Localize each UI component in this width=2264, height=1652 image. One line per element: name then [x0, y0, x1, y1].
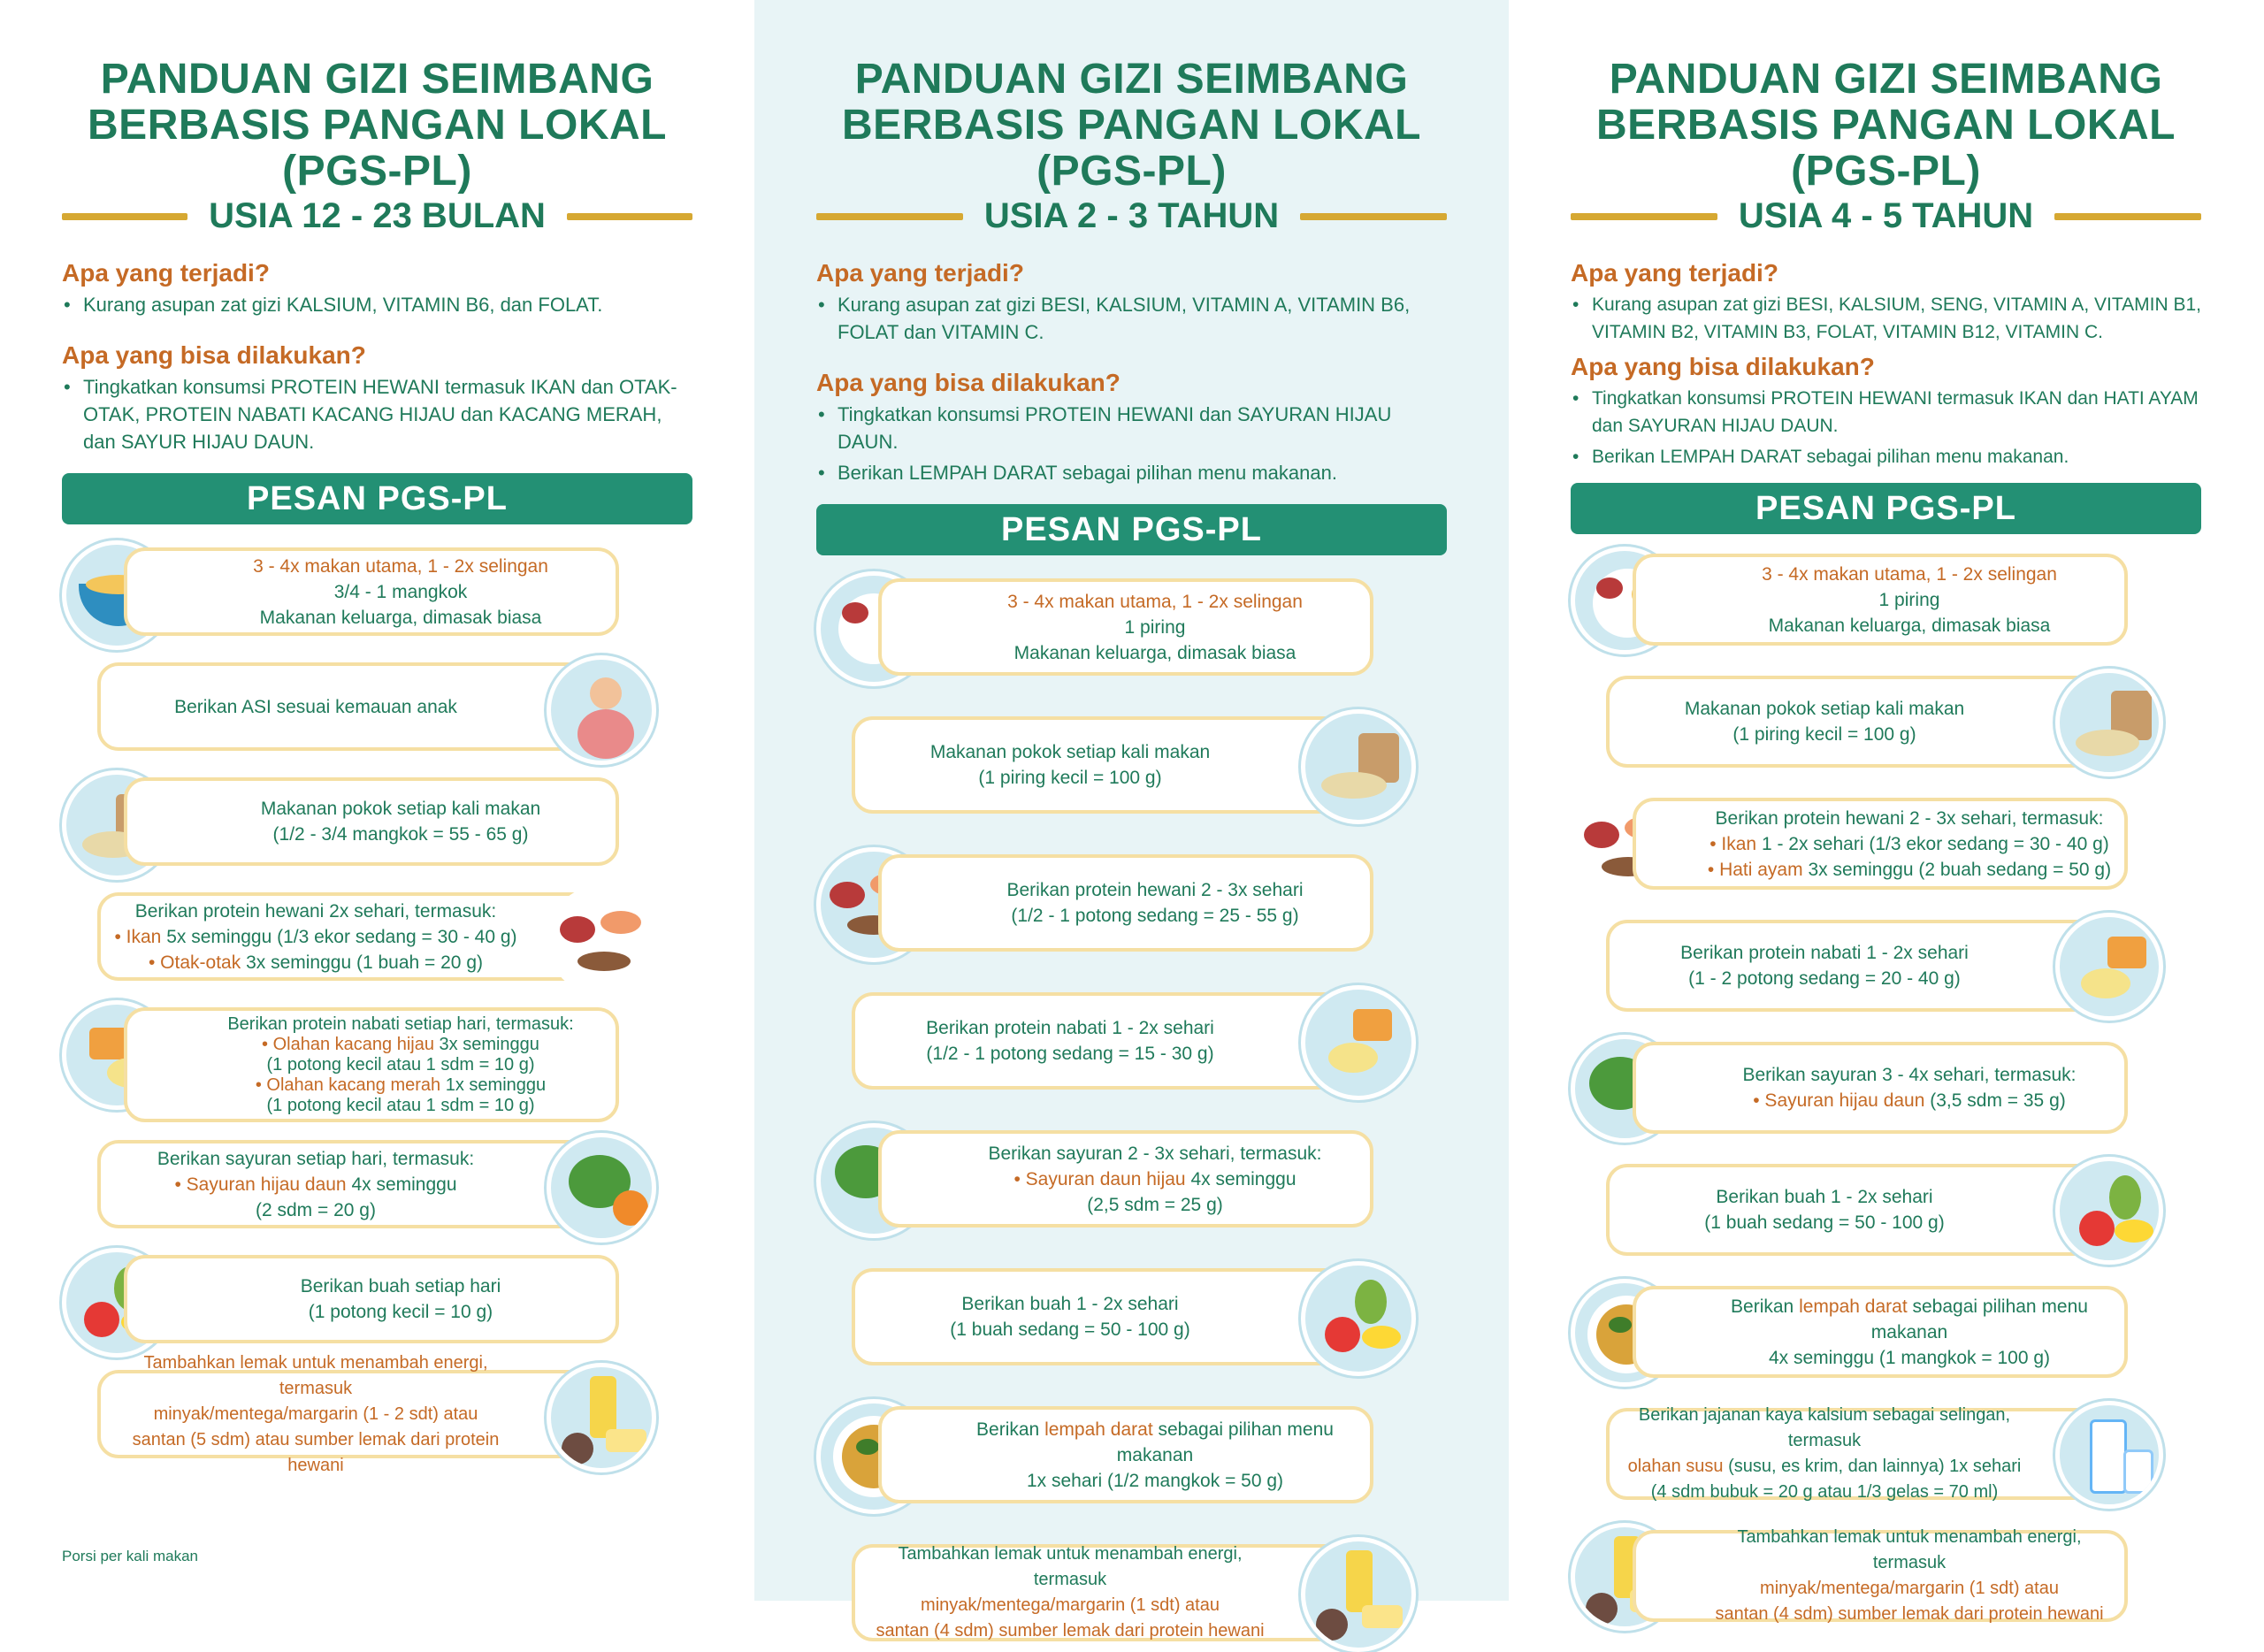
question-heading: Apa yang terjadi?: [816, 259, 1024, 287]
plant-protein-icon: [2055, 913, 2163, 1021]
card-line: 4x seminggu (1 mangkok = 100 g): [1768, 1347, 2051, 1368]
card-line: (1 potong kecil atau 1 sdm = 10 g): [266, 1095, 535, 1115]
panel-title: [1571, 57, 2201, 195]
message-card: [62, 1352, 692, 1475]
title-line-2: BERBASIS PANGAN LOKAL (PGS-PL): [88, 102, 667, 195]
breastfeeding-icon: [547, 655, 656, 765]
age-row: [816, 196, 1447, 236]
age-label: USIA 4 - 5 TAHUN: [1738, 196, 2034, 235]
card-line: (1/2 - 1 potong sedang = 15 - 30 g): [926, 1044, 1214, 1064]
card-line: (1 piring kecil = 100 g): [978, 768, 1162, 788]
card-line: minyak/mentega/margarin (1 sdt) atau: [921, 1595, 1220, 1615]
card-line: Makanan keluarga, dimasak biasa: [1768, 615, 2051, 636]
question-heading: Apa yang bisa dilakukan?: [1571, 353, 1875, 380]
message-card: Berikan lempah darat sebagai pilihan menu makanan 4x seminggu (1 mangkok = 100 g): [1571, 1279, 2201, 1378]
panel-title: [816, 57, 1447, 195]
divider: [2054, 213, 2201, 220]
card-line: Makanan pokok setiap kali makan: [929, 742, 1211, 762]
message-card: Berikan protein nabati setiap hari, termasuk: • Olahan kacang hijau 3x seminggu (1 potong kecil atau 1 sdm = 10 g) • Olahan kacang merah 1x seminggu (1 potong kecil atau 1 sdm = 10 g): [62, 1000, 692, 1115]
question-heading: Apa yang terjadi?: [62, 259, 270, 287]
card-line: (1 potong kecil atau 1 sdm = 10 g): [266, 1054, 535, 1075]
vegetables-icon: [547, 1133, 656, 1243]
card-line: minyak/mentega/margarin (1 sdt) atau: [1760, 1579, 2059, 1598]
title-line-1: PANDUAN GIZI SEIMBANG: [854, 56, 1409, 103]
age-row: [1571, 196, 2201, 236]
question-heading: Apa yang bisa dilakukan?: [62, 341, 366, 369]
card-line: santan (4 sdm) sumber lemak dari protein hewani: [1715, 1604, 2104, 1624]
animal-protein-icon: [547, 885, 656, 995]
pesan-banner: PESAN PGS-PL: [816, 504, 1447, 555]
title-line-2: BERBASIS PANGAN LOKAL (PGS-PL): [842, 102, 1421, 195]
card-line: Makanan keluarga, dimasak biasa: [1013, 642, 1296, 663]
question-heading: Apa yang terjadi?: [1571, 259, 1778, 287]
card-line: Tambahkan lemak untuk menambah energi, termasuk: [898, 1544, 1243, 1589]
message-card: Berikan sayuran 3 - 4x sehari, termasuk: • Sayuran hijau daun (3,5 sdm = 35 g): [1571, 1035, 2201, 1134]
divider: [567, 213, 692, 220]
card-line: Makanan pokok setiap kali makan: [260, 799, 541, 819]
title-line-2: BERBASIS PANGAN LOKAL (PGS-PL): [1596, 102, 2176, 195]
question-heading: Apa yang bisa dilakukan?: [816, 369, 1121, 396]
card-line: (1 buah sedang = 50 - 100 g): [1704, 1212, 1945, 1233]
card-line: 3 - 4x makan utama, 1 - 2x selingan: [1762, 563, 2057, 585]
age-row: [62, 196, 692, 236]
answer-bullet: • Kurang asupan zat gizi BESI, KALSIUM, SENG, VITAMIN A, VITAMIN B1, VITAMIN B2, VITAMIN B3, FOLAT, VITAMIN B12, VITAMIN C.: [1571, 291, 2201, 346]
message-card: [62, 655, 692, 753]
card-line: 3 - 4x makan utama, 1 - 2x selingan: [1007, 591, 1303, 612]
message-card: [816, 571, 1447, 677]
panel-12-23-bulan: [0, 0, 754, 1601]
divider: [816, 213, 963, 220]
card-line: Berikan buah setiap hari: [300, 1276, 501, 1296]
message-card: [816, 709, 1447, 815]
divider: [62, 213, 187, 220]
message-card: [62, 770, 692, 868]
staple-food-icon: [2055, 669, 2163, 776]
title-line-1: PANDUAN GIZI SEIMBANG: [100, 56, 654, 103]
card-line: Tambahkan lemak untuk menambah energi, termasuk: [1737, 1527, 2082, 1572]
fat-oil-icon: [547, 1363, 656, 1472]
card-line: Makanan pokok setiap kali makan: [1684, 699, 1965, 719]
footnote: Porsi per kali makan: [62, 1548, 199, 1564]
message-card: [816, 1537, 1447, 1643]
panel-title: [62, 57, 692, 195]
message-card: Berikan jajanan kaya kalsium sebagai selingan, termasuk olahan susu (susu, es krim, dan lainnya) 1x sehari (4 sdm bubuk = 20 g atau 1/3 gelas = 70 ml): [1571, 1401, 2201, 1500]
card-line: Berikan protein nabati 1 - 2x sehari: [926, 1018, 1214, 1038]
panel-2-3-tahun: [754, 0, 1509, 1641]
message-card: [816, 1261, 1447, 1367]
message-card: [62, 540, 692, 638]
message-card: [1571, 913, 2201, 1012]
answer-bullet: • Berikan LEMPAH DARAT sebagai pilihan menu makanan.: [816, 459, 1447, 486]
card-line: Makanan keluarga, dimasak biasa: [259, 607, 542, 628]
answer-bullet: • Kurang asupan zat gizi KALSIUM, VITAMIN B6, dan FOLAT.: [62, 291, 692, 318]
card-line: (1/2 - 1 potong sedang = 25 - 55 g): [1011, 906, 1299, 926]
answer-bullet: • Tingkatkan konsumsi PROTEIN HEWANI dan SAYURAN HIJAU DAUN.: [816, 401, 1447, 455]
card-line: 1 piring: [1878, 589, 1940, 610]
fruits-icon: [1301, 1261, 1416, 1376]
milk-icon: [2055, 1401, 2163, 1509]
card-line: Berikan protein nabati 1 - 2x sehari: [1680, 943, 1969, 963]
message-card: [816, 985, 1447, 1091]
card-line: (1 piring kecil = 100 g): [1732, 724, 1916, 745]
card-line: santan (5 sdm) atau sumber lemak dari protein hewani: [132, 1429, 500, 1475]
card-line: Berikan sayuran 3 - 4x sehari, termasuk:: [1742, 1065, 2077, 1085]
card-line: (2,5 sdm = 25 g): [1087, 1194, 1223, 1215]
pesan-banner: PESAN PGS-PL: [62, 473, 692, 524]
card-line: 3 - 4x makan utama, 1 - 2x selingan: [253, 555, 548, 577]
card-line: Berikan sayuran 2 - 3x sehari, termasuk:: [988, 1143, 1322, 1164]
message-card: [1571, 1523, 2201, 1622]
card-line: Berikan buah 1 - 2x sehari: [1716, 1187, 1933, 1207]
age-label: USIA 12 - 23 BULAN: [209, 196, 546, 235]
plant-protein-icon: [1301, 985, 1416, 1100]
fruits-icon: [2055, 1157, 2163, 1265]
title-line-1: PANDUAN GIZI SEIMBANG: [1609, 56, 2163, 103]
answer-bullet: • Tingkatkan konsumsi PROTEIN HEWANI termasuk IKAN dan HATI AYAM dan SAYURAN HIJAU DAUN.: [1571, 385, 2201, 440]
card-line: (1/2 - 3/4 mangkok = 55 - 65 g): [272, 824, 529, 845]
card-line: Berikan protein hewani 2x sehari, termasuk:: [134, 900, 497, 922]
message-card: [62, 1248, 692, 1345]
message-card: [816, 847, 1447, 953]
divider: [1571, 213, 1717, 220]
card-line: Berikan buah 1 - 2x sehari: [961, 1294, 1179, 1314]
message-card: Berikan sayuran 2 - 3x sehari, termasuk: • Sayuran daun hijau 4x seminggu (2,5 sdm = 25 g): [816, 1123, 1447, 1229]
card-line: Berikan jajanan kaya kalsium sebagai selingan, termasuk: [1638, 1405, 2011, 1450]
answer-bullet: • Berikan LEMPAH DARAT sebagai pilihan menu makanan.: [1571, 443, 2201, 470]
card-line: Berikan ASI sesuai kemauan anak: [174, 696, 457, 717]
card-line: (1 - 2 potong sedang = 20 - 40 g): [1688, 968, 1961, 989]
message-card: [1571, 1157, 2201, 1256]
message-card: Berikan protein hewani 2x sehari, termasuk: • Ikan 5x seminggu (1/3 ekor sedang = 30 - 40 g) • Otak-otak 3x seminggu (1 buah = 20 g): [62, 885, 692, 983]
answer-bullet: • Tingkatkan konsumsi PROTEIN HEWANI termasuk IKAN dan OTAK-OTAK, PROTEIN NABATI KACANG HIJAU dan KACANG MERAH, dan SAYUR HIJAU DAUN.: [62, 373, 692, 455]
staple-food-icon: [1301, 709, 1416, 824]
panel-4-5-tahun: [1509, 0, 2263, 1624]
card-line: Berikan sayuran setiap hari, termasuk:: [157, 1148, 475, 1169]
card-line: Berikan protein hewani 2 - 3x sehari: [1006, 880, 1304, 900]
card-line: 3/4 - 1 mangkok: [333, 581, 468, 602]
card-line: santan (4 sdm) sumber lemak dari protein hewani: [876, 1621, 1265, 1641]
message-card: [1571, 669, 2201, 768]
card-line: Berikan protein nabati setiap hari, termasuk:: [227, 1013, 574, 1034]
message-card: Berikan sayuran setiap hari, termasuk: • Sayuran hijau daun 4x seminggu (2 sdm = 20 g): [62, 1133, 692, 1230]
fat-oil-icon: [1301, 1537, 1416, 1652]
message-card: Berikan lempah darat sebagai pilihan menu makanan 1x sehari (1/2 mangkok = 50 g): [816, 1399, 1447, 1505]
answer-bullet: • Kurang asupan zat gizi BESI, KALSIUM, VITAMIN A, VITAMIN B6, FOLAT dan VITAMIN C.: [816, 291, 1447, 346]
pesan-banner: PESAN PGS-PL: [1571, 483, 2201, 534]
message-card: [1571, 547, 2201, 646]
age-label: USIA 2 - 3 TAHUN: [983, 196, 1280, 235]
card-line: 1x sehari (1/2 mangkok = 50 g): [1026, 1470, 1284, 1491]
card-line: Tambahkan lemak untuk menambah energi, termasuk: [143, 1352, 488, 1398]
card-line: Berikan protein hewani 2 - 3x sehari, termasuk:: [1715, 807, 2104, 829]
card-line: 1 piring: [1124, 616, 1186, 638]
message-card: Berikan protein hewani 2 - 3x sehari, termasuk: • Ikan 1 - 2x sehari (1/3 ekor sedang = 30 - 40 g) • Hati ayam 3x seminggu (2 buah sedang = 50 g): [1571, 791, 2201, 890]
card-line: (2 sdm = 20 g): [256, 1199, 376, 1220]
card-line: (1 potong kecil = 10 g): [308, 1302, 493, 1322]
card-line: (4 sdm bubuk = 20 g atau 1/3 gelas = 70 ml): [1650, 1482, 1999, 1502]
divider: [1300, 213, 1447, 220]
card-line: (1 buah sedang = 50 - 100 g): [950, 1319, 1190, 1340]
card-line: minyak/mentega/margarin (1 - 2 sdt) atau: [153, 1403, 478, 1424]
